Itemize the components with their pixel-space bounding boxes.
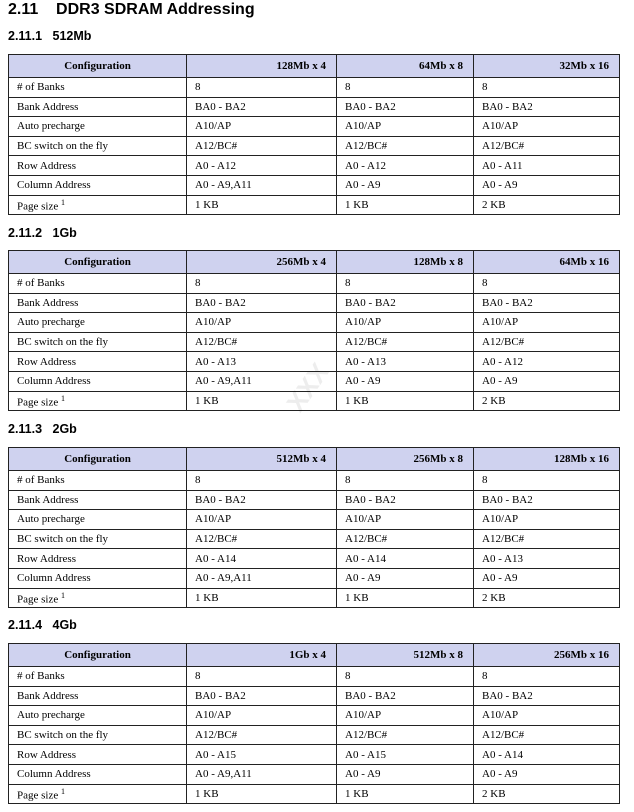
row-label-text: Auto precharge [17, 513, 85, 526]
table-cell: A0 - A9,A11 [187, 371, 337, 391]
table-cell: 8 [337, 471, 474, 491]
table-cell: BA0 - BA2 [474, 293, 620, 313]
header-organization: 256Mb x 16 [474, 644, 620, 667]
table-cell: 8 [187, 667, 337, 687]
table-cell: A0 - A9 [474, 764, 620, 784]
table-cell: A12/BC# [337, 332, 474, 352]
row-label-text: BC switch on the fly [17, 140, 109, 153]
table-row [9, 156, 620, 176]
table-cell: A0 - A9 [474, 568, 620, 588]
subsection-number: 2.11.1 [8, 29, 43, 43]
row-label-text: Page size [17, 200, 59, 213]
table-row [9, 529, 620, 549]
table-row [9, 78, 620, 98]
table-row [9, 764, 620, 784]
table-cell: A10/AP [474, 706, 620, 726]
row-label [9, 667, 187, 687]
table-cell: 1 KB [337, 391, 474, 411]
table-row [9, 332, 620, 352]
row-label-text: Row Address [17, 748, 76, 761]
table-cell: 2 KB [474, 588, 620, 608]
table-row [9, 471, 620, 491]
table-row [9, 391, 620, 411]
table-row [9, 97, 620, 117]
table-cell: BA0 - BA2 [187, 97, 337, 117]
table-cell: BA0 - BA2 [187, 293, 337, 313]
table-cell: BA0 - BA2 [187, 490, 337, 510]
table-cell: 1 KB [337, 195, 474, 215]
row-label [9, 293, 187, 313]
addressing-table [8, 447, 620, 608]
header-organization: 64Mb x 16 [474, 251, 620, 274]
subsection-number: 2.11.3 [8, 422, 43, 436]
table-cell: A10/AP [187, 117, 337, 137]
table-cell: BA0 - BA2 [474, 97, 620, 117]
row-label [9, 471, 187, 491]
table-cell: A10/AP [337, 313, 474, 333]
table-cell: 2 KB [474, 195, 620, 215]
subsection-number: 2.11.2 [8, 226, 43, 240]
row-label [9, 706, 187, 726]
table-cell: A0 - A13 [474, 549, 620, 569]
table-row [9, 549, 620, 569]
row-label [9, 510, 187, 530]
subsection-heading: 1Gb [52, 226, 77, 240]
row-label [9, 195, 187, 215]
table-cell: BA0 - BA2 [187, 686, 337, 706]
row-label-text: BC switch on the fly [17, 336, 109, 349]
row-label-text: Bank Address [17, 689, 79, 702]
row-label-text: Column Address [17, 572, 91, 585]
row-label [9, 784, 187, 804]
table-cell: 1 KB [337, 588, 474, 608]
table-cell: 8 [474, 471, 620, 491]
table-cell: A0 - A15 [187, 745, 337, 765]
table-row [9, 313, 620, 333]
table-cell: 1 KB [187, 391, 337, 411]
row-label [9, 371, 187, 391]
table-header-row [9, 644, 620, 667]
section-number: 2.11 [8, 1, 39, 18]
section-title [8, 0, 255, 20]
table-cell: A12/BC# [474, 725, 620, 745]
table-cell: A0 - A9,A11 [187, 764, 337, 784]
row-label-text: # of Banks [17, 670, 65, 683]
table-row [9, 175, 620, 195]
row-label [9, 78, 187, 98]
header-organization: 128Mb x 16 [474, 448, 620, 471]
table-cell: A0 - A9 [337, 568, 474, 588]
row-label [9, 764, 187, 784]
table-cell: BA0 - BA2 [474, 490, 620, 510]
row-label [9, 117, 187, 137]
subsection-heading: 2Gb [52, 422, 77, 436]
table-cell: A0 - A12 [187, 156, 337, 176]
table-cell: 8 [474, 667, 620, 687]
table-cell: A12/BC# [474, 529, 620, 549]
table-cell: BA0 - BA2 [337, 490, 474, 510]
row-label-text: Row Address [17, 355, 76, 368]
table-cell: A0 - A11 [474, 156, 620, 176]
table-cell: BA0 - BA2 [337, 686, 474, 706]
table-cell: A12/BC# [187, 332, 337, 352]
table-cell: A0 - A13 [187, 352, 337, 372]
row-label-text: Page size [17, 593, 59, 606]
subsection-title [8, 617, 77, 633]
table-cell: 8 [337, 78, 474, 98]
addressing-table [8, 54, 620, 215]
table-row [9, 274, 620, 294]
table-cell: BA0 - BA2 [337, 97, 474, 117]
row-label [9, 313, 187, 333]
table-row [9, 725, 620, 745]
table-row [9, 686, 620, 706]
subsection-title [8, 28, 91, 44]
row-label [9, 745, 187, 765]
row-label [9, 568, 187, 588]
table-row [9, 136, 620, 156]
table-cell: A0 - A9 [337, 175, 474, 195]
table-cell: 8 [187, 274, 337, 294]
table-row [9, 195, 620, 215]
table-cell: 8 [187, 78, 337, 98]
table-cell: A12/BC# [337, 529, 474, 549]
table-row [9, 510, 620, 530]
table-cell: A12/BC# [474, 332, 620, 352]
table-cell: A0 - A9,A11 [187, 568, 337, 588]
row-label-text: Auto precharge [17, 709, 85, 722]
table-cell: A10/AP [474, 510, 620, 530]
table-row [9, 371, 620, 391]
table-cell: A12/BC# [187, 529, 337, 549]
table-cell: 1 KB [187, 195, 337, 215]
table-cell: A10/AP [474, 313, 620, 333]
table-cell: 1 KB [187, 784, 337, 804]
table-cell: A0 - A12 [337, 156, 474, 176]
table-row [9, 667, 620, 687]
table-cell: BA0 - BA2 [474, 686, 620, 706]
header-organization: 512Mb x 8 [337, 644, 474, 667]
table-cell: A0 - A9 [337, 371, 474, 391]
table-cell: A0 - A9 [474, 371, 620, 391]
table-cell: A10/AP [337, 706, 474, 726]
row-label [9, 332, 187, 352]
table-row [9, 352, 620, 372]
table-cell: 8 [187, 471, 337, 491]
row-label [9, 490, 187, 510]
row-label-text: Page size [17, 396, 59, 409]
row-label-text: Row Address [17, 159, 76, 172]
table-cell: A12/BC# [187, 725, 337, 745]
table-row [9, 706, 620, 726]
footnote-marker: 1 [60, 590, 65, 600]
table-cell: A10/AP [187, 510, 337, 530]
row-label-text: Row Address [17, 552, 76, 565]
row-label [9, 97, 187, 117]
addressing-table [8, 250, 620, 411]
table-cell: A0 - A14 [474, 745, 620, 765]
table-row [9, 568, 620, 588]
table-cell: A0 - A14 [337, 549, 474, 569]
header-configuration: Configuration [9, 55, 187, 78]
table-header-row [9, 251, 620, 274]
row-label [9, 156, 187, 176]
header-configuration: Configuration [9, 448, 187, 471]
row-label [9, 588, 187, 608]
row-label [9, 686, 187, 706]
table-cell: 8 [474, 274, 620, 294]
row-label-text: # of Banks [17, 277, 65, 290]
table-cell: A0 - A14 [187, 549, 337, 569]
table-cell: A0 - A9 [474, 175, 620, 195]
row-label [9, 529, 187, 549]
addressing-table [8, 643, 620, 804]
row-label-text: Bank Address [17, 296, 79, 309]
table-header-row [9, 55, 620, 78]
header-organization: 256Mb x 8 [337, 448, 474, 471]
header-organization: 64Mb x 8 [337, 55, 474, 78]
table-cell: A12/BC# [337, 725, 474, 745]
row-label-text: Auto precharge [17, 120, 85, 133]
table-cell: A0 - A9,A11 [187, 175, 337, 195]
table-cell: A10/AP [337, 117, 474, 137]
footnote-marker: 1 [60, 197, 65, 207]
table-cell: A10/AP [474, 117, 620, 137]
table-cell: A0 - A13 [337, 352, 474, 372]
table-row [9, 745, 620, 765]
table-cell: A10/AP [187, 706, 337, 726]
table-cell: A10/AP [337, 510, 474, 530]
table-cell: 1 KB [337, 784, 474, 804]
table-cell: A0 - A12 [474, 352, 620, 372]
row-label [9, 549, 187, 569]
table-cell: 2 KB [474, 391, 620, 411]
row-label-text: Bank Address [17, 100, 79, 113]
table-cell: A12/BC# [187, 136, 337, 156]
table-row [9, 588, 620, 608]
row-label [9, 175, 187, 195]
header-configuration: Configuration [9, 251, 187, 274]
table-row [9, 490, 620, 510]
row-label-text: Column Address [17, 179, 91, 192]
watermark: XXX [280, 357, 335, 418]
header-organization: 1Gb x 4 [187, 644, 337, 667]
row-label-text: Bank Address [17, 493, 79, 506]
row-label-text: Auto precharge [17, 316, 85, 329]
header-configuration: Configuration [9, 644, 187, 667]
table-cell: A10/AP [187, 313, 337, 333]
row-label [9, 352, 187, 372]
table-cell: 8 [337, 274, 474, 294]
section-heading: DDR3 SDRAM Addressing [56, 1, 255, 18]
subsection-title [8, 421, 77, 437]
table-cell: A0 - A9 [337, 764, 474, 784]
row-label-text: BC switch on the fly [17, 729, 109, 742]
header-organization: 512Mb x 4 [187, 448, 337, 471]
table-cell: BA0 - BA2 [337, 293, 474, 313]
row-label-text: Column Address [17, 768, 91, 781]
table-cell: 8 [337, 667, 474, 687]
row-label-text: BC switch on the fly [17, 533, 109, 546]
row-label-text: Page size [17, 789, 59, 802]
subsection-number: 2.11.4 [8, 618, 43, 632]
table-cell: 1 KB [187, 588, 337, 608]
subsection-title [8, 225, 77, 241]
header-organization: 128Mb x 8 [337, 251, 474, 274]
footnote-marker: 1 [60, 786, 65, 796]
table-row [9, 293, 620, 313]
table-cell: 8 [474, 78, 620, 98]
row-label-text: # of Banks [17, 474, 65, 487]
table-header-row [9, 448, 620, 471]
table-cell: A12/BC# [337, 136, 474, 156]
subsection-heading: 512Mb [52, 29, 92, 43]
table-cell: 2 KB [474, 784, 620, 804]
row-label [9, 136, 187, 156]
row-label-text: Column Address [17, 375, 91, 388]
row-label-text: # of Banks [17, 81, 65, 94]
header-organization: 128Mb x 4 [187, 55, 337, 78]
row-label [9, 274, 187, 294]
subsection-heading: 4Gb [52, 618, 77, 632]
header-organization: 256Mb x 4 [187, 251, 337, 274]
table-cell: A0 - A15 [337, 745, 474, 765]
table-cell: A12/BC# [474, 136, 620, 156]
row-label [9, 725, 187, 745]
table-row [9, 784, 620, 804]
footnote-marker: 1 [60, 393, 65, 403]
table-row [9, 117, 620, 137]
row-label [9, 391, 187, 411]
header-organization: 32Mb x 16 [474, 55, 620, 78]
